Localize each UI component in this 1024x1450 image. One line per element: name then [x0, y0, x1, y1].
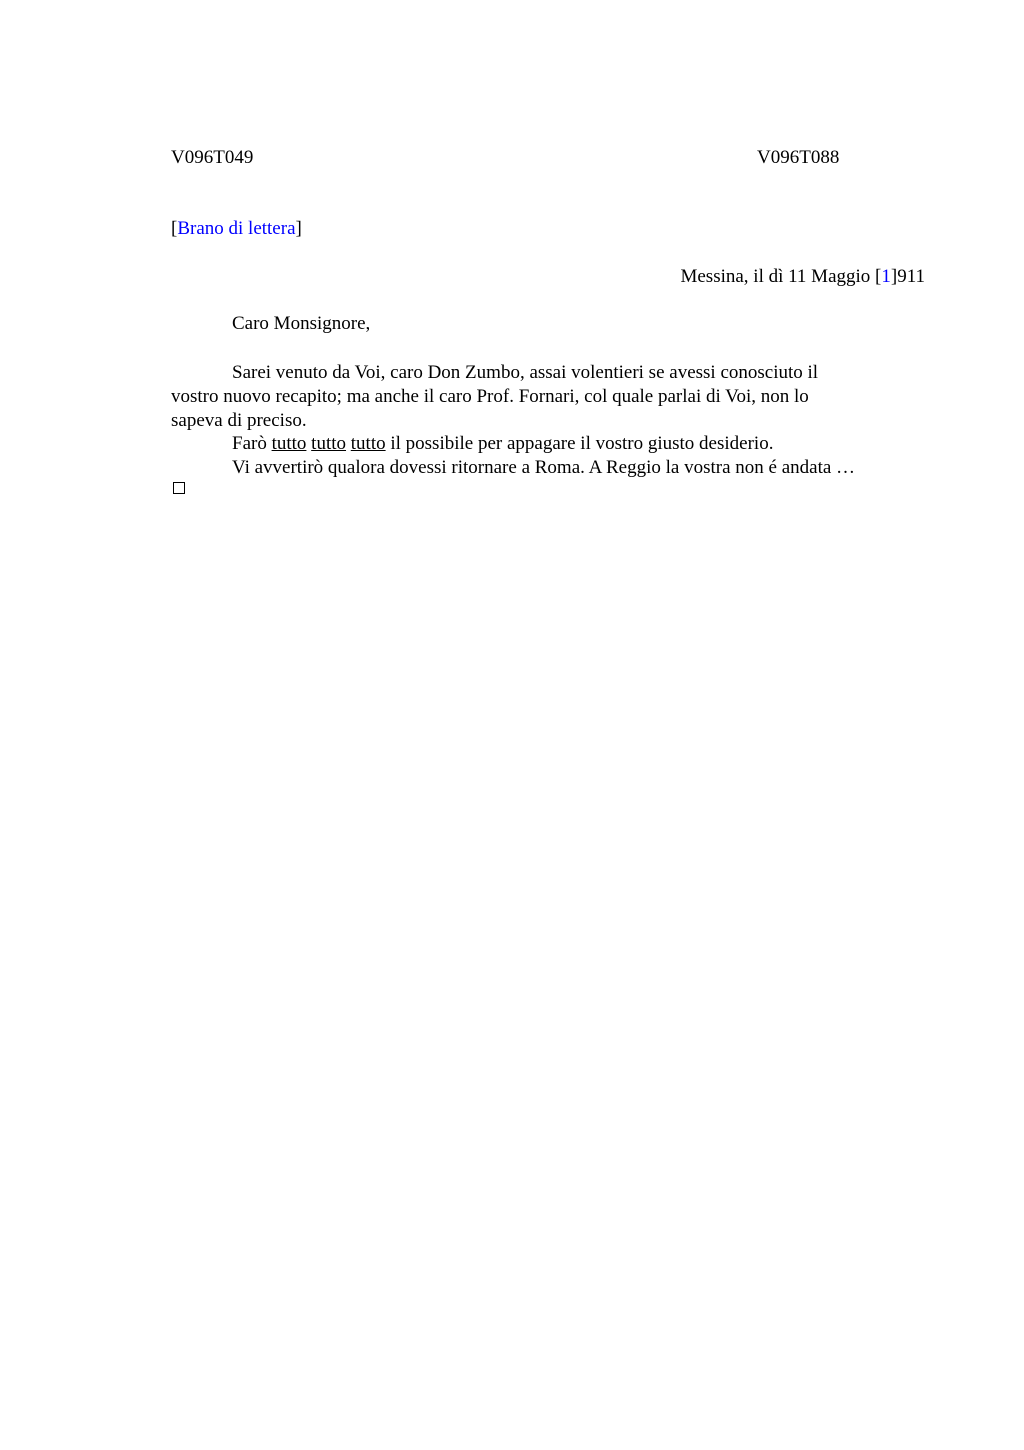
emphasis-word: tutto	[350, 433, 386, 454]
dateline-prefix: Messina, il dì 11 Maggio [	[680, 266, 882, 287]
paragraph-1-line-1: Sarei venuto da Voi, caro Don Zumbo, assai volentieri se avessi conosciuto il	[232, 362, 819, 383]
body-paragraph-3: Vi avvertirò qualora dovessi ritornare a Roma. A Reggio la vostra non é andata …	[232, 457, 856, 478]
emphasis-word: tutto	[271, 433, 307, 454]
checkbox-icon[interactable]	[173, 482, 185, 494]
document-code-right: V096T088	[757, 147, 840, 168]
paragraph-1-line-2: vostro nuovo recapito; ma anche il caro Prof. Fornari, col quale parlai di Voi, non lo	[171, 386, 809, 407]
paragraph-2-start: Farò	[232, 433, 272, 454]
dateline-suffix: ]911	[890, 266, 925, 287]
emphasis-word: tutto	[311, 433, 347, 454]
paragraph-2-end: il possibile per appagare il vostro giusto desiderio.	[385, 433, 774, 454]
document-code-left: V096T049	[171, 147, 254, 168]
paragraph-1-line-3: sapeva di preciso.	[171, 410, 307, 431]
dateline-restored-digit[interactable]: 1	[881, 266, 891, 287]
letter-heading	[171, 218, 302, 240]
heading-bracket-close: ]	[295, 218, 302, 239]
salutation: Caro Monsignore,	[232, 313, 371, 334]
dateline	[680, 266, 925, 288]
body-paragraph-1	[171, 361, 931, 433]
heading-title[interactable]: Brano di lettera	[177, 218, 296, 239]
heading-bracket-open: [	[171, 218, 178, 239]
body-paragraph-2	[232, 432, 773, 456]
